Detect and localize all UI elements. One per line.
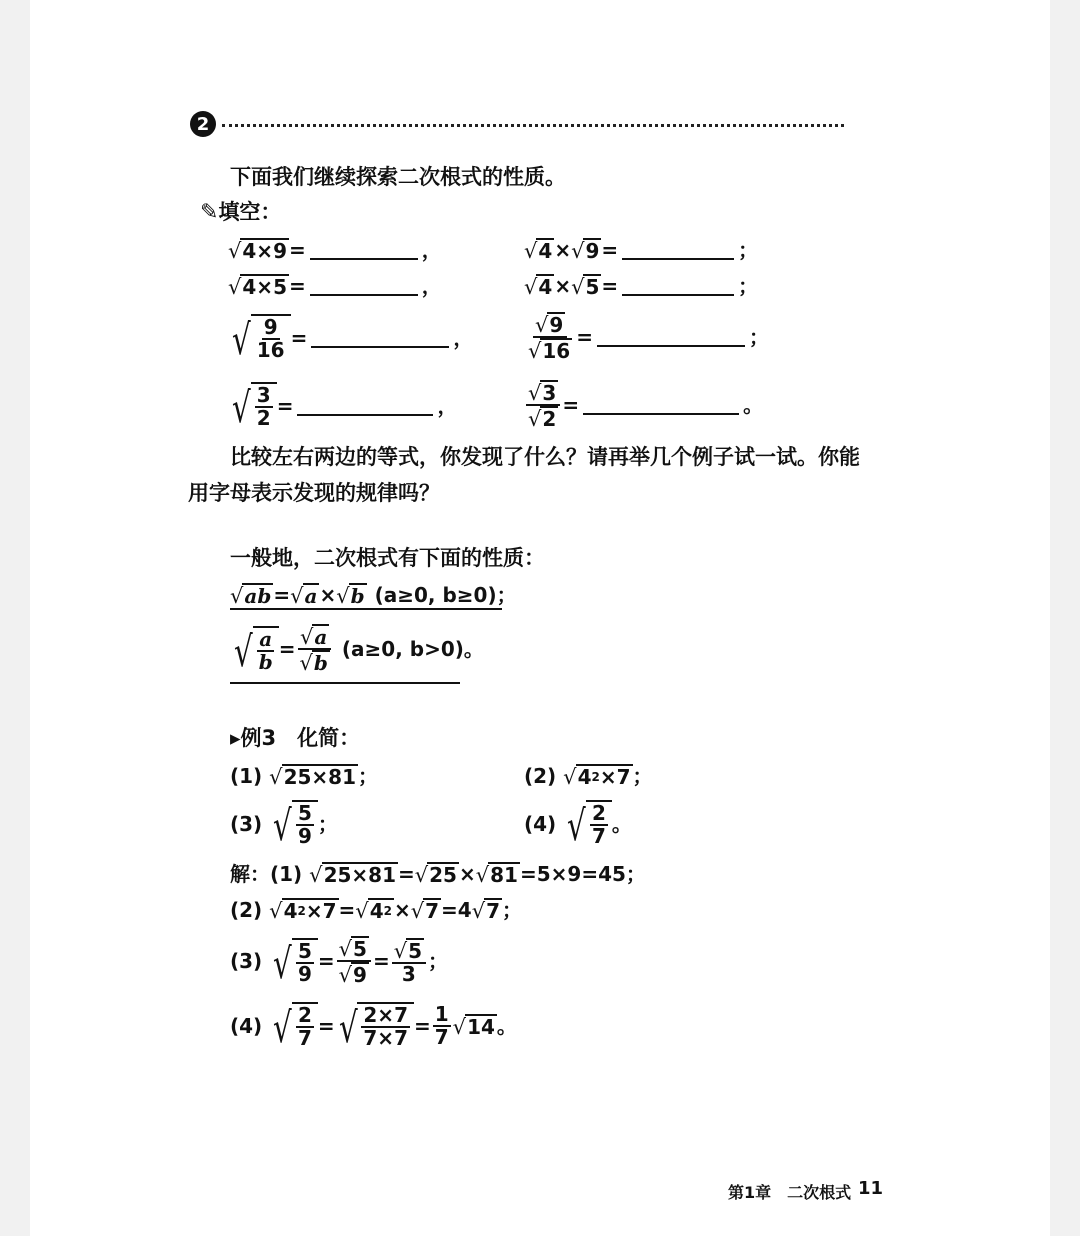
property-intro: 一般地，二次根式有下面的性质：: [230, 546, 545, 570]
answer-blank[interactable]: [622, 276, 734, 296]
fill-heading: [200, 197, 281, 228]
question-line-2: 用字母表示发现的规律吗？: [188, 481, 440, 505]
chapter-footer: 第1章 二次根式: [728, 1183, 852, 1202]
fill-row-2-left: √ 4×5 = ，: [228, 273, 442, 299]
solution-2: (2) √ 4 2 ×7 = √ 4 2 × √ 7 =4 √ 7 ；: [230, 897, 523, 923]
section-intro: 下面我们继续探索二次根式的性质。: [230, 165, 566, 189]
example-problem-1: (1) √ 25×81 ；: [230, 763, 378, 789]
formula-underline: [230, 682, 460, 684]
example-problem-4: (4) √ $\frac{2}{7}$ 。: [524, 801, 632, 850]
answer-blank[interactable]: [310, 240, 418, 260]
question-line-1: 比较左右两边的等式，你发现了什么？请再举几个例子试一试。你能: [230, 445, 860, 469]
formula-underline: [230, 608, 502, 610]
fill-label: 填空：: [218, 200, 282, 224]
solution-3: (3) √ $\frac{5}{9}$ = √ 5 √ 9 = √ 5 3 ；: [230, 937, 449, 988]
fill-row-1-left: √ 4×9 = ，: [228, 237, 442, 263]
textbook-page: [30, 0, 1050, 1236]
fill-row-3-right: √ 9 √ 16 = ；: [528, 313, 769, 363]
fill-row-1-right: √ 4 × √ 9 = ；: [524, 237, 759, 263]
example-problem-2: (2) √ 4 2 ×7 ；: [524, 763, 653, 789]
answer-blank[interactable]: [311, 328, 449, 348]
fill-row-4-right: √ 3 √ 2 = 。: [528, 381, 764, 431]
section-number: 2: [196, 113, 210, 135]
sqrt: √ 4×9: [228, 238, 287, 263]
solution-4: (4) √ $\frac{2}{7}$ = √ $\frac{2\times 7}{7\times 7}$ = $\frac{1}{7}$ √ 14 。: [230, 1001, 517, 1052]
answer-blank[interactable]: [583, 395, 739, 415]
answer-blank[interactable]: [597, 327, 745, 347]
solution-1: 解： (1) √ 25×81 = √ 25 × √ 81 =5×9=45；: [230, 861, 646, 887]
property-formula-1: √ ab = √ a × √ b (a≥0, b≥0)；: [230, 582, 517, 608]
section-number-badge: [190, 111, 216, 137]
answer-blank[interactable]: [310, 276, 418, 296]
example-title: ▸例3 化简：: [230, 726, 361, 750]
example-problem-3: (3) √ $\frac{5}{9}$ ；: [230, 801, 338, 850]
fill-row-4-left: √ $\frac{3}{2}$ = ，: [232, 383, 458, 432]
fill-row-3-left: √ $\frac{9}{16}$ = ，: [232, 315, 474, 364]
page-number: 11: [858, 1178, 884, 1199]
fill-row-2-right: √ 4 × √ 5 = ；: [524, 273, 759, 299]
answer-blank[interactable]: [297, 396, 433, 416]
answer-blank[interactable]: [622, 240, 734, 260]
pencil-icon: ✎: [200, 200, 219, 225]
section-divider: [222, 124, 844, 127]
property-formula-2: √ $\frac{a}{b}$ = √ a √ b (a≥0, b>0)。: [234, 625, 484, 676]
